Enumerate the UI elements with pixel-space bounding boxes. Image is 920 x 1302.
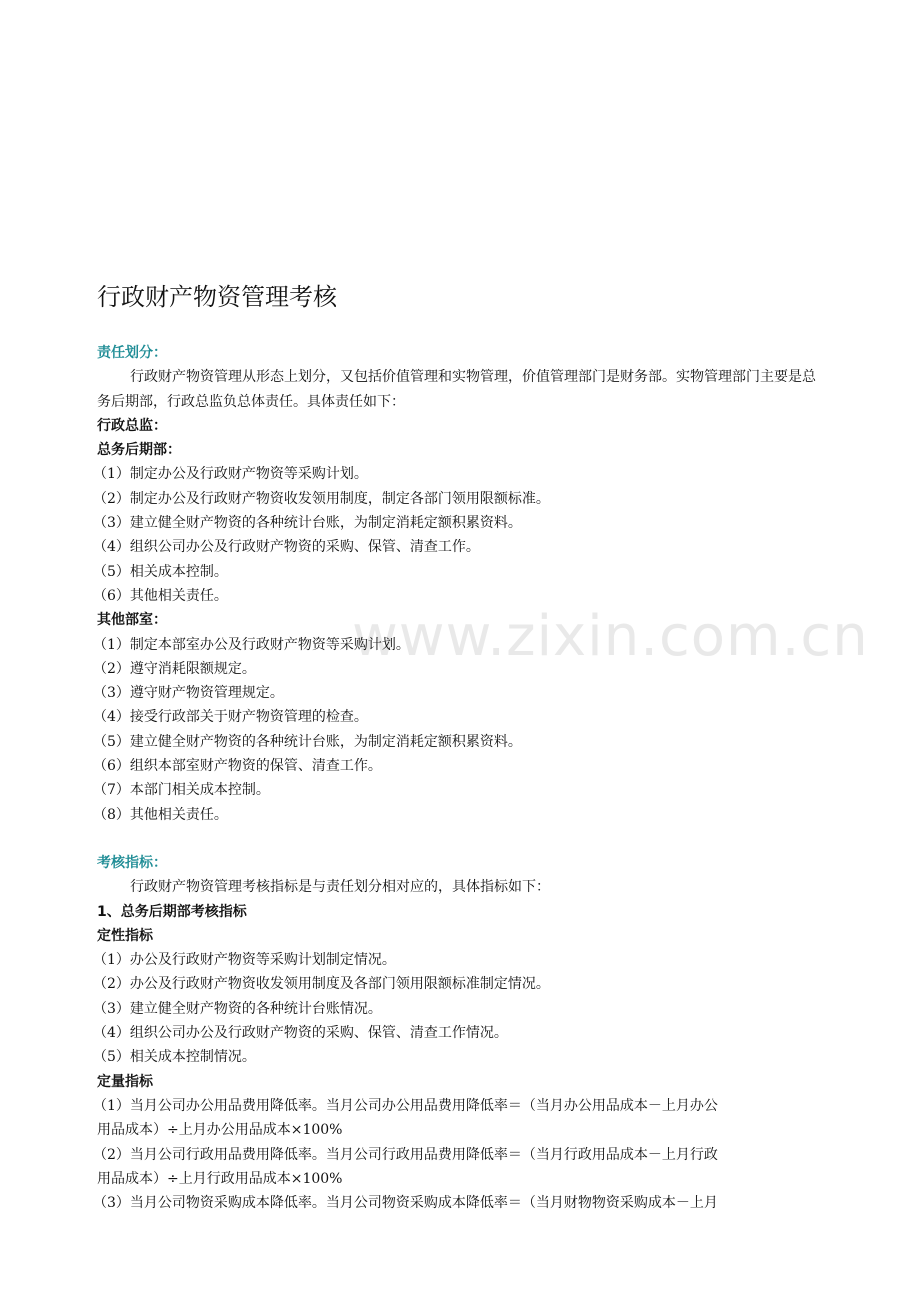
subheading-other-departments: 其他部室： [97,612,167,629]
list-item: （1）办公及行政财产物资等采购计划制定情况。 [93,952,396,969]
list-item: （2）办公及行政财产物资收发领用制度及各部门领用限额标准制定情况。 [93,976,550,993]
list-item: （3）遵守财产物资管理规定。 [93,685,284,702]
responsibility-intro: 行政财产物资管理从形态上划分，又包括价值管理和实物管理，价值管理部门是财务部。实物管理部门主要是总务后期部，行政总监负总体责任。具体责任如下： [97,369,816,410]
list-item: （2）制定办公及行政财产物资收发领用制度，制定各部门领用限额标准。 [93,490,550,507]
subheading-general-affairs: 总务后期部： [97,442,181,459]
list-item: （1）制定办公及行政财产物资等采购计划。 [93,466,368,483]
list-item: （3）建立健全财产物资的各种统计台账情况。 [93,1000,382,1017]
list-item: （5）相关成本控制情况。 [93,1049,256,1066]
subheading-admin-director: 行政总监： [97,417,167,434]
formula-line: （1）当月公司办公用品费用降低率。当月公司办公用品费用降低率＝（当月办公用品成本－上月办公 [93,1097,718,1114]
section-heading-responsibility: 责任划分： [97,345,167,361]
assessment-intro: 行政财产物资管理考核指标是与责任划分相对应的，具体指标如下： [130,879,550,896]
list-item: （5）相关成本控制。 [93,563,228,580]
list-item: （4）组织公司办公及行政财产物资的采购、保管、清查工作情况。 [93,1025,508,1042]
formula-line: 用品成本）÷上月行政用品成本×100% [97,1170,343,1187]
formula-line: 用品成本）÷上月办公用品成本×100% [97,1122,343,1139]
section-heading-assessment: 考核指标： [97,854,167,871]
list-item: （2）遵守消耗限额规定。 [93,660,256,677]
formula-line: （2）当月公司行政用品费用降低率。当月公司行政用品费用降低率＝（当月行政用品成本－上月行政 [93,1146,718,1163]
document-title: 行政财产物资管理考核 [97,283,337,311]
list-item: （6）组织本部室财产物资的保管、清查工作。 [93,758,382,775]
subheading-quantitative: 定量指标 [97,1073,153,1090]
list-item: （7）本部门相关成本控制。 [93,782,270,799]
list-item: （8）其他相关责任。 [93,806,228,823]
list-item: （6）其他相关责任。 [93,587,228,604]
subheading-qualitative: 定性指标 [97,927,153,944]
subheading-general-affairs-indicators: 1、总务后期部考核指标 [97,903,247,920]
formula-line: （3）当月公司物资采购成本降低率。当月公司物资采购成本降低率＝（当月财物物资采购成本－上月 [93,1195,718,1212]
list-item: （4）组织公司办公及行政财产物资的采购、保管、清查工作。 [93,539,480,556]
watermark: www.zixin.com.cn [352,604,869,669]
list-item: （5）建立健全财产物资的各种统计台账，为制定消耗定额积累资料。 [93,733,522,750]
document-body [93,280,827,1215]
section-spacer [97,827,827,851]
list-item: （1）制定本部室办公及行政财产物资等采购计划。 [93,636,410,653]
list-item: （3）建立健全财产物资的各种统计台账，为制定消耗定额积累资料。 [93,515,522,532]
list-item: （4）接受行政部关于财产物资管理的检查。 [93,709,368,726]
